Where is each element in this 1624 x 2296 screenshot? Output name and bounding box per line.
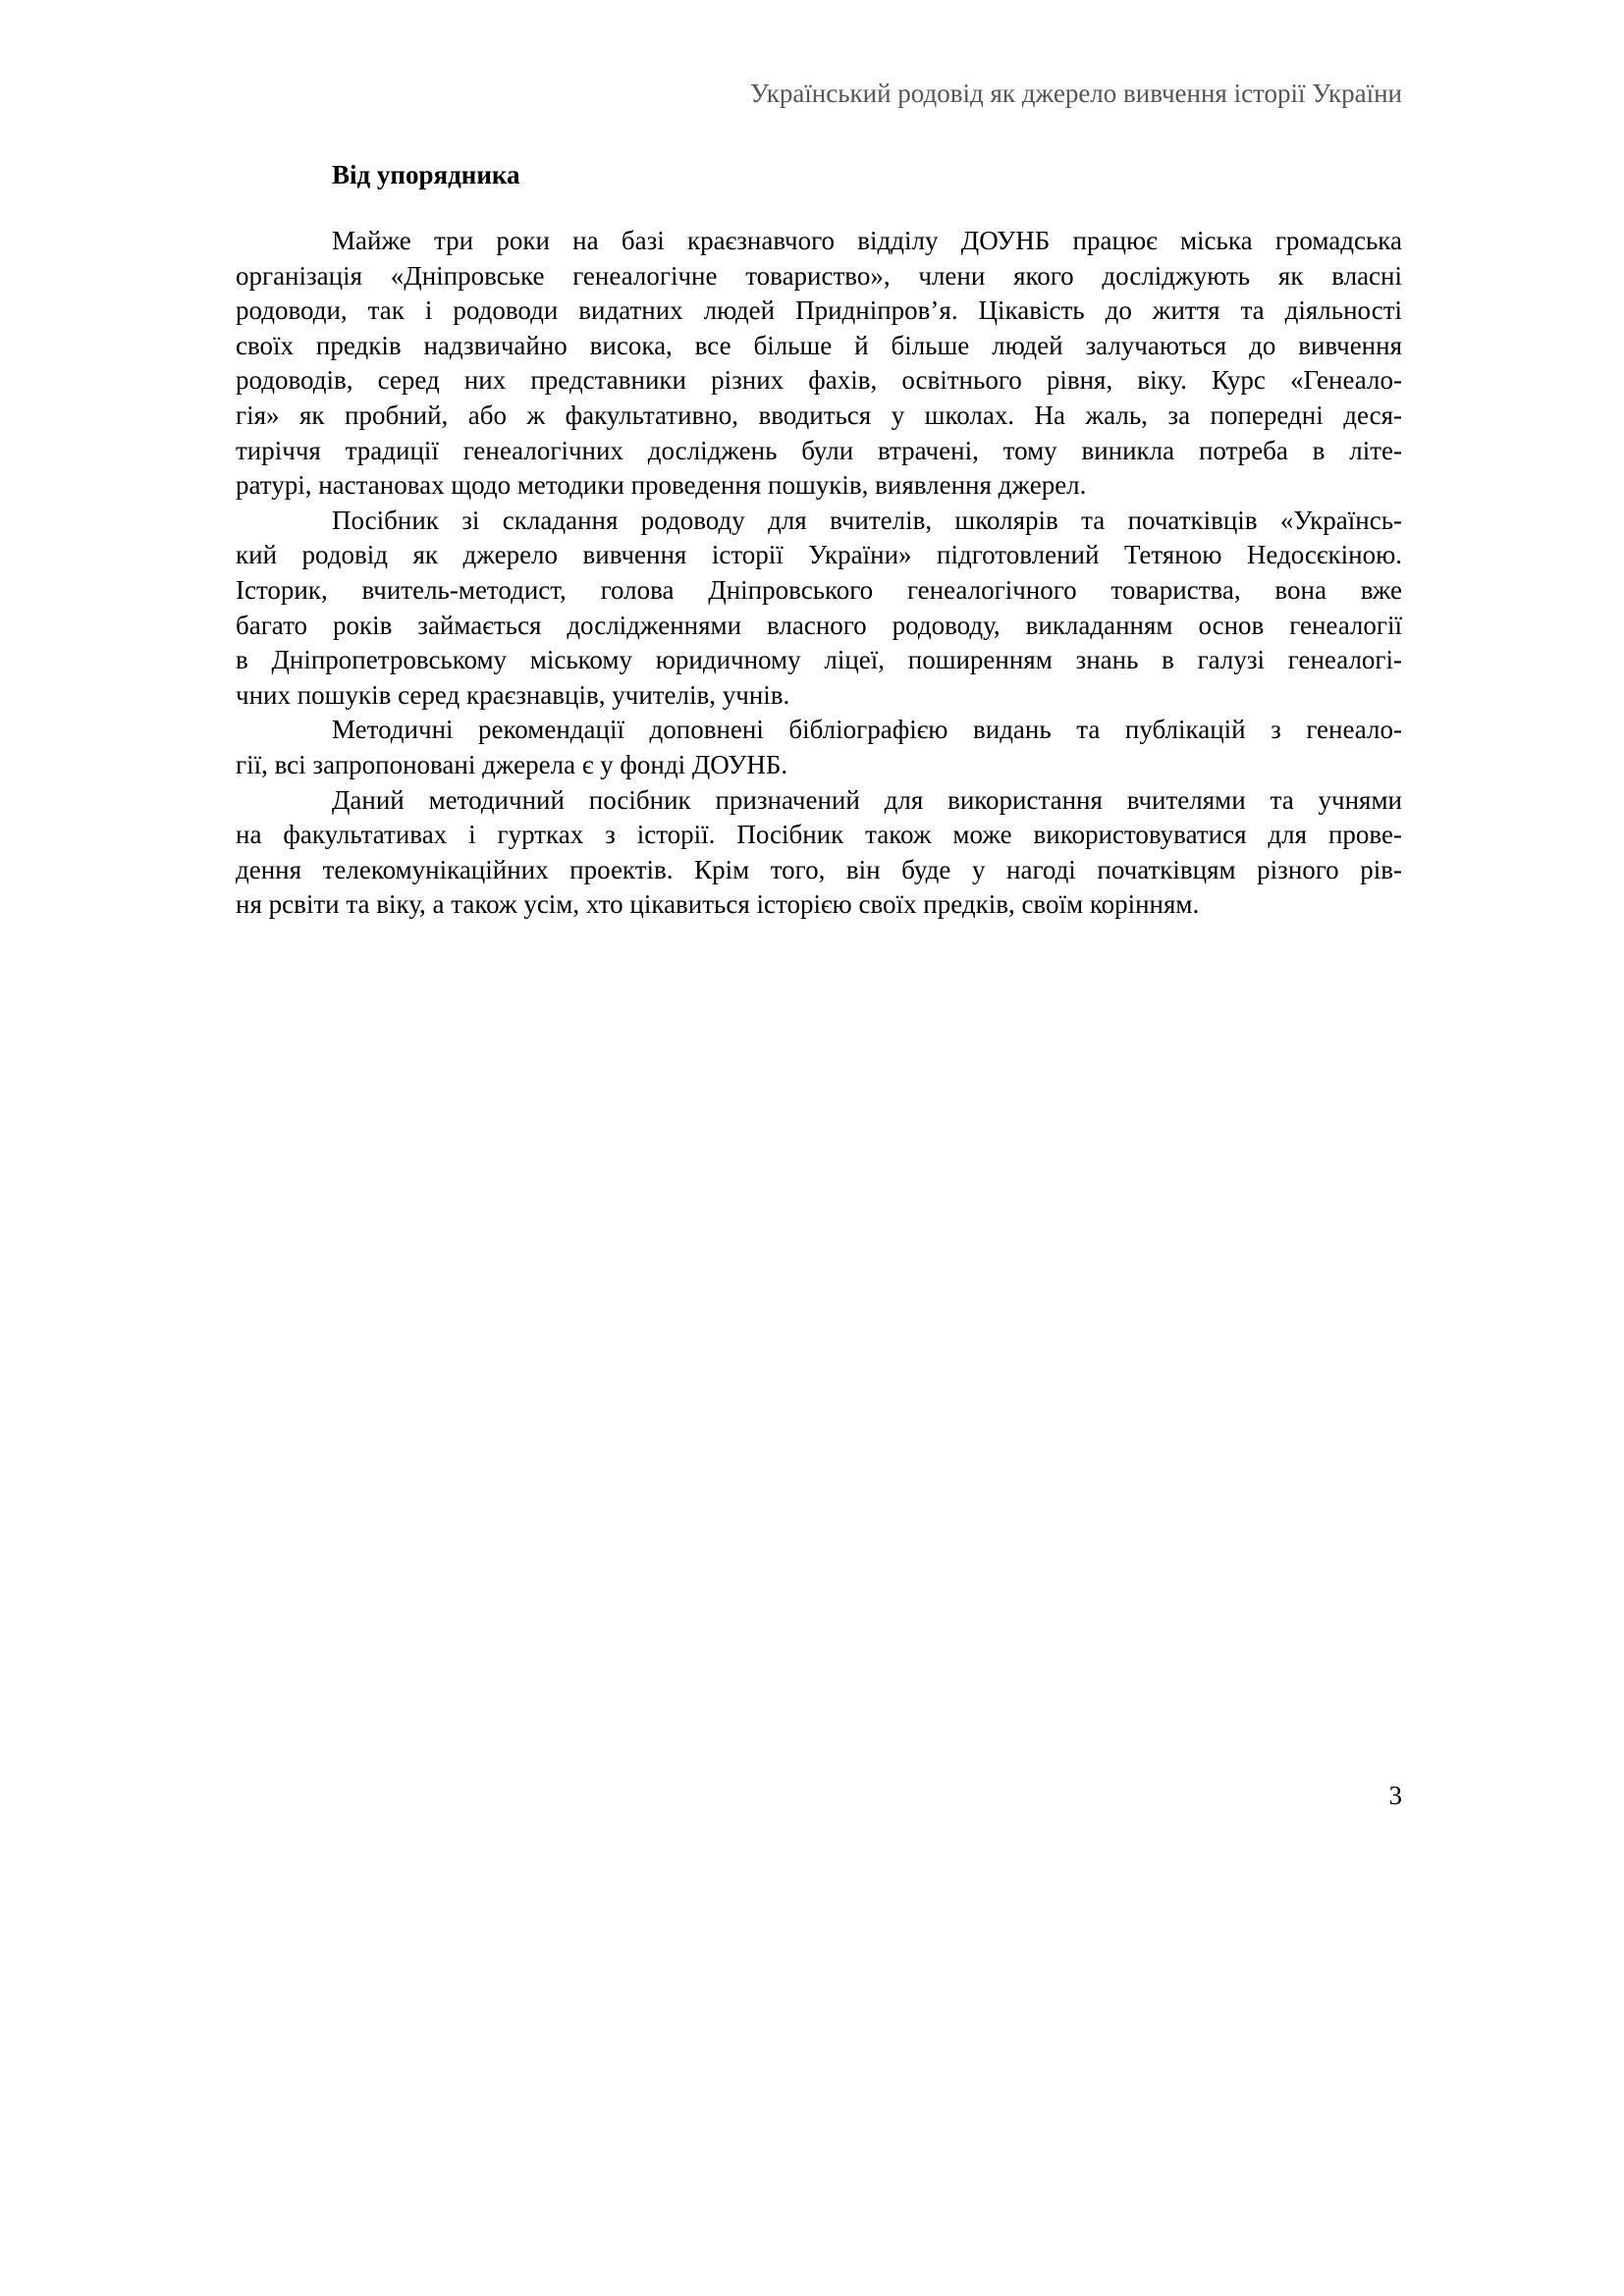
paragraph-line: чних пошуків серед краєзнавців, учителів, учнів. <box>236 679 790 710</box>
paragraph-line: Даний методичний посібник призначений для використання вчителями та учнями <box>332 784 1402 815</box>
page-number: 3 <box>1388 1781 1402 1810</box>
paragraph-line: в Дніпропетровському міському юридичному ліцеї, поширенням знань в галузі генеалогі- <box>236 645 1402 675</box>
paragraph-line: Майже три роки на базі краєзнавчого відділу ДОУНБ працює міська громадська <box>332 226 1402 255</box>
section-title: Від упорядника <box>332 160 520 189</box>
body-text <box>236 224 1402 923</box>
paragraph-line: Методичні рекомендації доповнені бібліографією видань та публікацій з генеало- <box>332 715 1402 745</box>
paragraph-4 <box>236 783 1402 923</box>
paragraph-line: Історик, вчитель-методист, голова Дніпровського генеалогічного товариства, вона вже <box>236 574 1402 605</box>
paragraph-line: організація «Дніпровське генеалогічне товариство», члени якого досліджують як власні <box>236 260 1402 291</box>
paragraph-line: тиріччя традиції генеалогічних досліджень були втрачені, тому виникла потреба в літе- <box>236 435 1402 465</box>
paragraph-line: на факультативах і гуртках з історії. Посібник також може використовуватися для прове- <box>236 820 1402 850</box>
paragraph-line: родоводи, так і родоводи видатних людей Придніпров’я. Цікавість до життя та діяльності <box>236 295 1402 326</box>
paragraph-2 <box>236 504 1402 714</box>
paragraph-3 <box>236 713 1402 782</box>
paragraph-line: кий родовід як джерело вивчення історії України» підготовлений Тетяною Недосєкіною. <box>236 540 1402 570</box>
paragraph-line: своїх предків надзвичайно висока, все більше й більше людей залучаються до вивчення <box>236 330 1402 360</box>
paragraph-line: гії, всі запропоновані джерела є у фонді ДОУНБ. <box>236 749 788 779</box>
paragraph-line: ратурі, настановах щодо методики проведення пошуків, виявлення джерел. <box>236 470 1087 501</box>
running-header: Український родовід як джерело вивчення історії України <box>749 79 1402 108</box>
paragraph-line: дення телекомунікаційних проектів. Крім того, він буде у нагоді початківцям різного рів- <box>236 854 1402 884</box>
paragraph-line: Посібник зі складання родоводу для вчителів, школярів та початківців «Українсь- <box>332 505 1402 535</box>
paragraph-line: багато років займається дослідженнями власного родоводу, викладанням основ генеалогії <box>236 610 1402 640</box>
paragraph-line: ня рсвіти та віку, а також усім, хто цікавиться історією своїх предків, своїм корінням. <box>236 889 1200 920</box>
paragraph-line: родоводів, серед них представники різних фахів, освітнього рівня, віку. Курс «Генеало- <box>236 365 1402 396</box>
paragraph-line: гія» як пробний, або ж факультативно, вводиться у школах. На жаль, за попередні деся- <box>236 400 1402 430</box>
paragraph-1 <box>236 224 1402 504</box>
